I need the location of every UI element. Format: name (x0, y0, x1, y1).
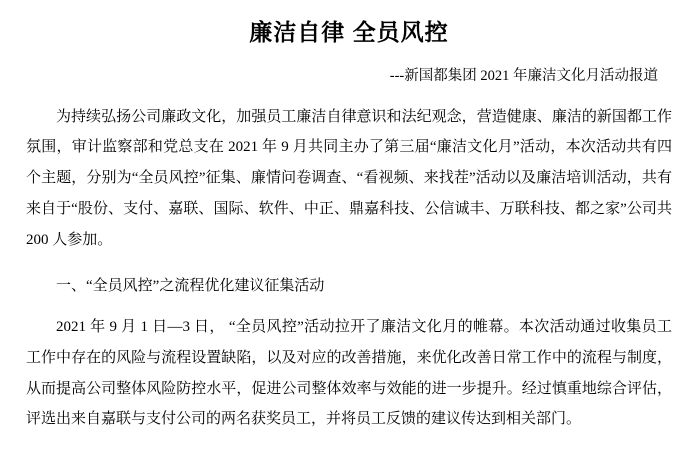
section-one-body: 2021 年 9 月 1 日—3 日， “全员风控”活动拉开了廉洁文化月的帷幕。本次活动通过收集员工工作中存在的风险与流程设置缺陷，以及对应的改善措施，来优化改善日常工作中的流程与制度，从而提高公司整体风险防控水平，促进公司整体效率与效能的进一步提升。经过慎重地综合评估，评选出来自嘉联与支付公司的两名获奖员工，并将员工反馈的建议传达到相关部门。 (26, 319, 672, 428)
intro-paragraph: 为持续弘扬公司廉政文化，加强员工廉洁自律意识和法纪观念，营造健康、廉洁的新国都工作氛围，审计监察部和党总支在 2021 年 9 月共同主办了第三届“廉洁文化月”活动，本次活动共有四个主题，分别为“全员风控”征集、廉情问卷调查、“看视频、来找茬”活动以及廉洁培训活动，共有来自于“股份、支付、嘉联、国际、软件、中正、鼎嘉科技、公信诚丰、万联科技、都之家”公司共 200 人参加。 (26, 108, 672, 248)
section-heading-one: 一、“全员风控”之流程优化建议征集活动 (56, 278, 325, 295)
page-title: 廉洁自律 全员风控 (249, 19, 449, 45)
document-byline: ---新国都集团 2021 年廉洁文化月活动报道 (389, 67, 658, 84)
